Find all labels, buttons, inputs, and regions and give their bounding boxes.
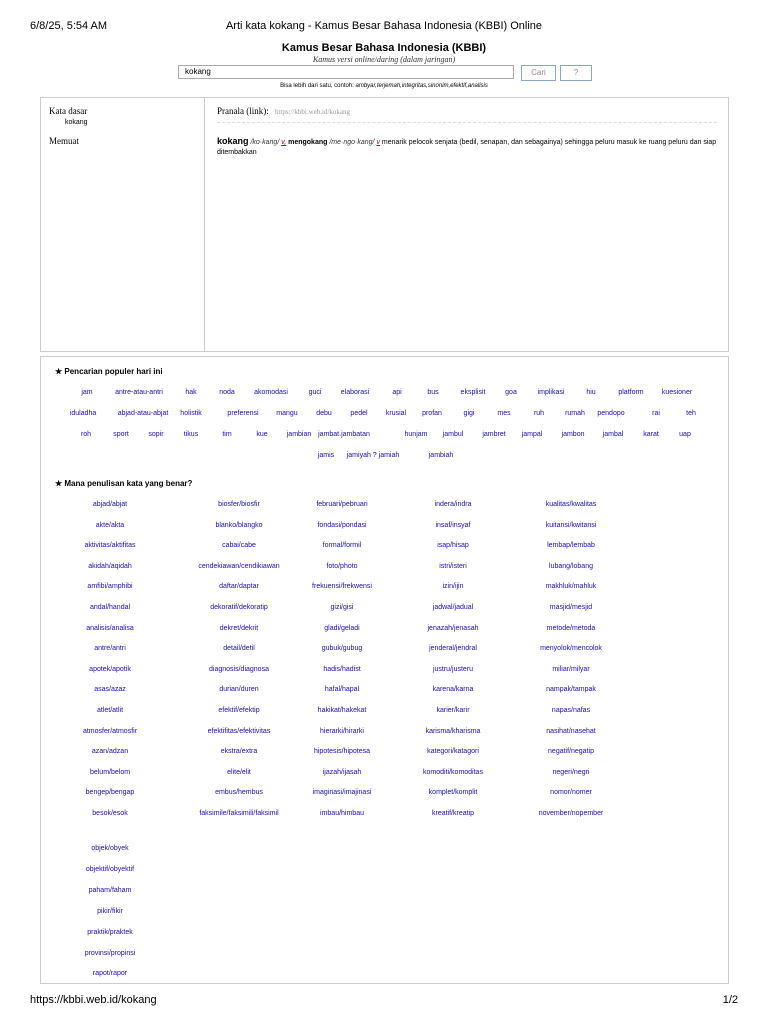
spelling-link[interactable]: november/nopember — [538, 810, 604, 817]
word-class[interactable]: v, — [281, 139, 287, 146]
spelling-link[interactable]: komoditi/komoditas — [423, 768, 483, 776]
popular-link[interactable]: mangu — [276, 410, 298, 417]
hint-example: ambyar,terjemah,integritas,sinonim,efektif,analisis — [355, 83, 488, 89]
spelling-link[interactable]: cendekiawan/cendikiawan — [198, 562, 280, 570]
popular-link[interactable]: jambat.jambatan — [318, 431, 370, 438]
spelling-link[interactable]: analisis/analisa — [86, 624, 134, 632]
spelling-link[interactable]: objektif/obyektif — [85, 865, 135, 873]
popular-link[interactable]: antre-atau-antri — [115, 389, 163, 396]
spelling-link[interactable]: provinsi/propinsi — [84, 949, 136, 957]
popular-link[interactable]: abjad-atau-abjat — [117, 410, 169, 417]
spelling-link[interactable]: karisma/kharisma — [425, 727, 481, 735]
popular-link[interactable]: eksplisit — [460, 389, 486, 396]
popular-link[interactable]: sopir — [148, 431, 164, 438]
spelling-link[interactable]: embus/hembus — [215, 789, 263, 797]
spelling-link[interactable]: daftar/daptar — [219, 583, 259, 591]
search-hint — [0, 83, 768, 89]
spelling-link[interactable]: biosfer/biosfir — [218, 501, 260, 508]
spelling-link[interactable]: azan/adzan — [91, 748, 129, 756]
kata-dasar-link[interactable]: kokang — [65, 119, 88, 126]
spelling-link[interactable]: aktivitas/aktifitas — [84, 542, 136, 550]
spelling-link[interactable]: gizi/gisi — [330, 604, 354, 611]
popular-link[interactable]: ruh — [533, 410, 545, 417]
popular-link[interactable]: hunjam — [404, 431, 428, 438]
spelling-link[interactable]: imaginasi/imajinasi — [312, 789, 372, 797]
search-input[interactable] — [178, 65, 514, 79]
popular-link[interactable]: pedel — [350, 410, 368, 417]
spelling-link[interactable]: blanko/blangko — [215, 521, 263, 529]
popular-link[interactable]: jambul — [442, 431, 464, 438]
popular-link[interactable]: jamiyah ? jamiah — [346, 452, 400, 459]
popular-link[interactable]: jambian — [286, 431, 312, 438]
spelling-link[interactable]: praktik/praktek — [87, 928, 133, 936]
spelling-link[interactable]: paham/faham — [88, 886, 132, 894]
spelling-link[interactable]: kreatif/kreatip — [431, 810, 475, 817]
spelling-link[interactable]: pikir/fikir — [97, 907, 123, 915]
spelling-link[interactable]: kategori/katagori — [427, 748, 479, 756]
spelling-link[interactable]: hakikat/hakekat — [317, 707, 367, 714]
spelling-link[interactable]: lubang/lobang — [549, 562, 593, 570]
spelling-link[interactable]: nasihat/nasehat — [546, 727, 596, 735]
spelling-link[interactable]: jenazah/jenasah — [427, 624, 479, 632]
popular-link[interactable]: jambiah — [428, 452, 454, 459]
spelling-link[interactable]: amfibi/amphibi — [87, 583, 133, 591]
popular-link[interactable]: tim — [222, 431, 232, 438]
kata-dasar-label: Kata dasar — [49, 106, 88, 116]
popular-link[interactable]: sport — [113, 431, 129, 438]
popular-link[interactable]: hiu — [586, 389, 596, 396]
spelling-link[interactable]: antre/antri — [94, 645, 126, 653]
popular-link[interactable]: rai — [652, 410, 660, 417]
popular-link[interactable]: jambret — [482, 431, 506, 438]
spelling-link[interactable]: hipotesis/hipotesa — [313, 748, 371, 756]
popular-link[interactable]: pendopo — [597, 410, 625, 417]
popular-link[interactable]: rumah — [565, 410, 585, 417]
spelling-link[interactable]: insaf/insyaf — [435, 521, 471, 529]
spelling-link[interactable]: akte/akta — [95, 521, 125, 529]
popular-link[interactable]: mes — [497, 410, 511, 417]
popular-link[interactable]: goa — [505, 389, 517, 396]
site-subtitle: Kamus versi online/daring (dalam jaringan) — [312, 55, 456, 64]
popular-link[interactable]: karat — [643, 431, 659, 438]
spelling-link[interactable]: ijazah/ijasah — [322, 768, 362, 776]
cari-button[interactable]: Cari — [521, 65, 556, 81]
spelling-link[interactable]: besok/esok — [92, 810, 128, 817]
spelling-link[interactable]: apotek/apotik — [89, 665, 131, 673]
popular-link[interactable]: akomodasi — [254, 389, 288, 396]
spelling-link[interactable]: atmosfer/atmosfir — [82, 727, 138, 735]
spelling-link[interactable]: kuitansi/kwitansi — [545, 521, 597, 529]
spelling-link[interactable]: imbau/himbau — [320, 810, 364, 817]
popular-link[interactable]: kue — [256, 431, 268, 438]
spelling-link[interactable]: rapot/rapor — [92, 970, 128, 978]
divider — [217, 122, 717, 123]
spelling-link[interactable]: nomor/nomer — [550, 789, 592, 797]
spelling-link[interactable]: hierarki/hirarki — [320, 727, 364, 735]
popular-link[interactable]: krusial — [385, 410, 407, 417]
entry-content — [205, 98, 728, 351]
definition — [217, 136, 720, 158]
spelling-link[interactable]: isap/hisap — [437, 542, 469, 550]
spelling-link[interactable]: miliar/milyar — [552, 665, 590, 673]
spelling-link[interactable]: cabai/cabe — [222, 542, 256, 550]
memuat-label: Memuat — [49, 136, 79, 146]
spelling-link[interactable]: atlet/atlit — [96, 707, 124, 714]
spelling-link[interactable]: kualitas/kwalitas — [545, 501, 597, 508]
popular-link[interactable]: elaborasi — [340, 389, 370, 396]
popular-link[interactable]: profan — [422, 410, 442, 417]
spelling-link[interactable]: ekstra/extra — [220, 748, 258, 756]
spelling-link[interactable]: andal/handal — [89, 604, 131, 611]
popular-link[interactable]: teh — [686, 410, 696, 417]
print-header — [0, 0, 768, 32]
popular-link[interactable]: jam — [81, 389, 93, 396]
spelling-link[interactable]: napas/nafas — [551, 707, 591, 714]
entry-sidebar — [41, 98, 205, 351]
spelling-link[interactable]: istri/isteri — [439, 562, 467, 570]
spelling-link[interactable]: akidah/aqidah — [88, 562, 132, 570]
spelling-link[interactable]: asas/azaz — [94, 686, 126, 694]
search-bar — [178, 65, 592, 81]
popular-link[interactable]: jambal — [602, 431, 624, 438]
spelling-link[interactable]: objek/obyek — [91, 845, 129, 852]
popular-link[interactable]: kuesioner — [661, 389, 693, 396]
popular-link[interactable]: jambon — [561, 431, 585, 438]
headword: kokang — [217, 136, 249, 146]
spelling-link[interactable]: abjad/abjat — [92, 501, 128, 508]
popular-link[interactable]: jamis — [317, 452, 335, 459]
pranala — [217, 106, 350, 116]
spelling-link[interactable]: menyolok/mencolok — [540, 645, 602, 653]
spelling-link[interactable]: diagnosis/diagnosa — [209, 665, 269, 673]
spelling-link[interactable]: indera/indra — [434, 501, 472, 508]
spelling-link[interactable]: bengep/bengap — [85, 789, 135, 797]
spelling-link[interactable]: jenderal/jendral — [429, 645, 477, 653]
spelling-link[interactable]: lembap/lembab — [547, 542, 595, 550]
sub-pronunciation: /me·ngo·kang/ — [329, 139, 375, 146]
spelling-link[interactable]: metode/metoda — [546, 624, 596, 632]
hint-prefix: Bisa lebih dari satu, contoh: — [280, 83, 356, 89]
spelling-link[interactable]: izin/ijin — [442, 583, 464, 591]
popular-panel — [40, 356, 729, 984]
spelling-link[interactable]: hadis/hadist — [323, 665, 361, 673]
popular-link[interactable]: platform — [618, 389, 644, 396]
spelling-link[interactable]: makhluk/mahluk — [545, 583, 597, 591]
pranala-label: Pranala (link): — [217, 106, 269, 116]
spelling-link[interactable]: negatif/negatip — [548, 748, 594, 756]
spelling-link[interactable]: justru/justeru — [432, 665, 474, 673]
spelling-grid — [41, 357, 728, 985]
site-title: Kamus Besar Bahasa Indonesia (KBBI) — [281, 42, 487, 54]
spelling-link[interactable]: frekuensi/frekwensi — [312, 583, 372, 591]
popular-link[interactable]: debu — [316, 410, 332, 417]
popular-link[interactable]: uap — [679, 431, 691, 438]
spelling-link[interactable]: efektif/efektip — [218, 707, 260, 714]
footer-page: 1/2 — [722, 994, 738, 1006]
popular-link[interactable]: hak — [185, 389, 197, 396]
popular-link[interactable]: gigi — [463, 410, 475, 417]
spelling-link[interactable]: faksimile/faksimili/faksimil — [199, 810, 279, 817]
popular-link[interactable]: api — [392, 389, 402, 396]
spelling-link[interactable]: februari/pebruari — [316, 501, 368, 508]
spelling-link[interactable]: belum/belom — [89, 768, 131, 776]
spelling-link[interactable]: karena/karna — [432, 686, 474, 694]
popular-link[interactable]: guci — [308, 389, 322, 396]
sub-headword: mengokang — [288, 139, 328, 146]
popular-link[interactable]: iduladha — [69, 410, 97, 417]
spelling-link[interactable]: gubuk/gubug — [321, 645, 363, 653]
spelling-link[interactable]: komplet/komplit — [428, 789, 478, 797]
popular-link[interactable]: bus — [427, 389, 439, 396]
spelling-link[interactable]: gladi/geladi — [324, 624, 360, 632]
spelling-link[interactable]: formal/formil — [322, 542, 362, 550]
spelling-link[interactable]: durian/duren — [219, 686, 259, 694]
sub-word-class[interactable]: v — [376, 139, 380, 146]
print-title: Arti kata kokang - Kamus Besar Bahasa Indonesia (KBBI) Online — [225, 20, 543, 32]
spelling-link[interactable]: karier/karir — [436, 707, 470, 714]
popular-title: ★ Pencarian populer hari ini — [55, 367, 163, 376]
spelling-link[interactable]: nampak/tampak — [546, 686, 596, 694]
footer-url: https://kbbi.web.id/kokang — [30, 994, 157, 1006]
popular-link[interactable]: preferensi — [227, 410, 259, 417]
spelling-link[interactable]: dekret/dekrit — [219, 624, 259, 632]
spelling-link[interactable]: foto/photo — [326, 562, 358, 570]
popular-link[interactable]: holistik — [180, 410, 202, 417]
spelling-link[interactable]: detail/detil — [223, 645, 255, 653]
pranala-url[interactable]: https://kbbi.web.id/kokang — [274, 108, 351, 116]
popular-link[interactable]: roh — [80, 431, 92, 438]
entry-panel — [40, 97, 729, 352]
spelling-link[interactable]: negeri/negri — [552, 768, 590, 776]
pronunciation: /ko·kang/ — [250, 139, 280, 146]
spelling-link[interactable]: dekoratif/dekoratip — [210, 604, 268, 611]
definition-text: menarik pelocok senjata (bedil, senapan, dan sebagainya) sehingga peluru masuk ke ruang peluru dan siap ditembakkan — [217, 139, 717, 156]
spelling-link[interactable]: efektifitas/efektivitas — [207, 727, 271, 735]
print-date: 6/8/25, 5:54 AM — [30, 20, 108, 32]
popular-link[interactable]: noda — [219, 389, 235, 396]
popular-link[interactable]: jampal — [521, 431, 543, 438]
spelling-link[interactable]: hafal/hapal — [324, 686, 360, 694]
spelling-link[interactable]: elite/elit — [227, 768, 251, 776]
popular-link[interactable]: implikasi — [537, 389, 565, 396]
spelling-link[interactable]: jadwal/jadual — [432, 604, 474, 611]
spelling-title: ★ Mana penulisan kata yang benar? — [55, 479, 193, 488]
popular-link[interactable]: tikus — [183, 431, 199, 438]
help-button[interactable]: ? — [560, 65, 592, 81]
spelling-link[interactable]: fondasi/pondasi — [317, 521, 367, 529]
spelling-link[interactable]: masjid/mesjid — [549, 604, 593, 611]
